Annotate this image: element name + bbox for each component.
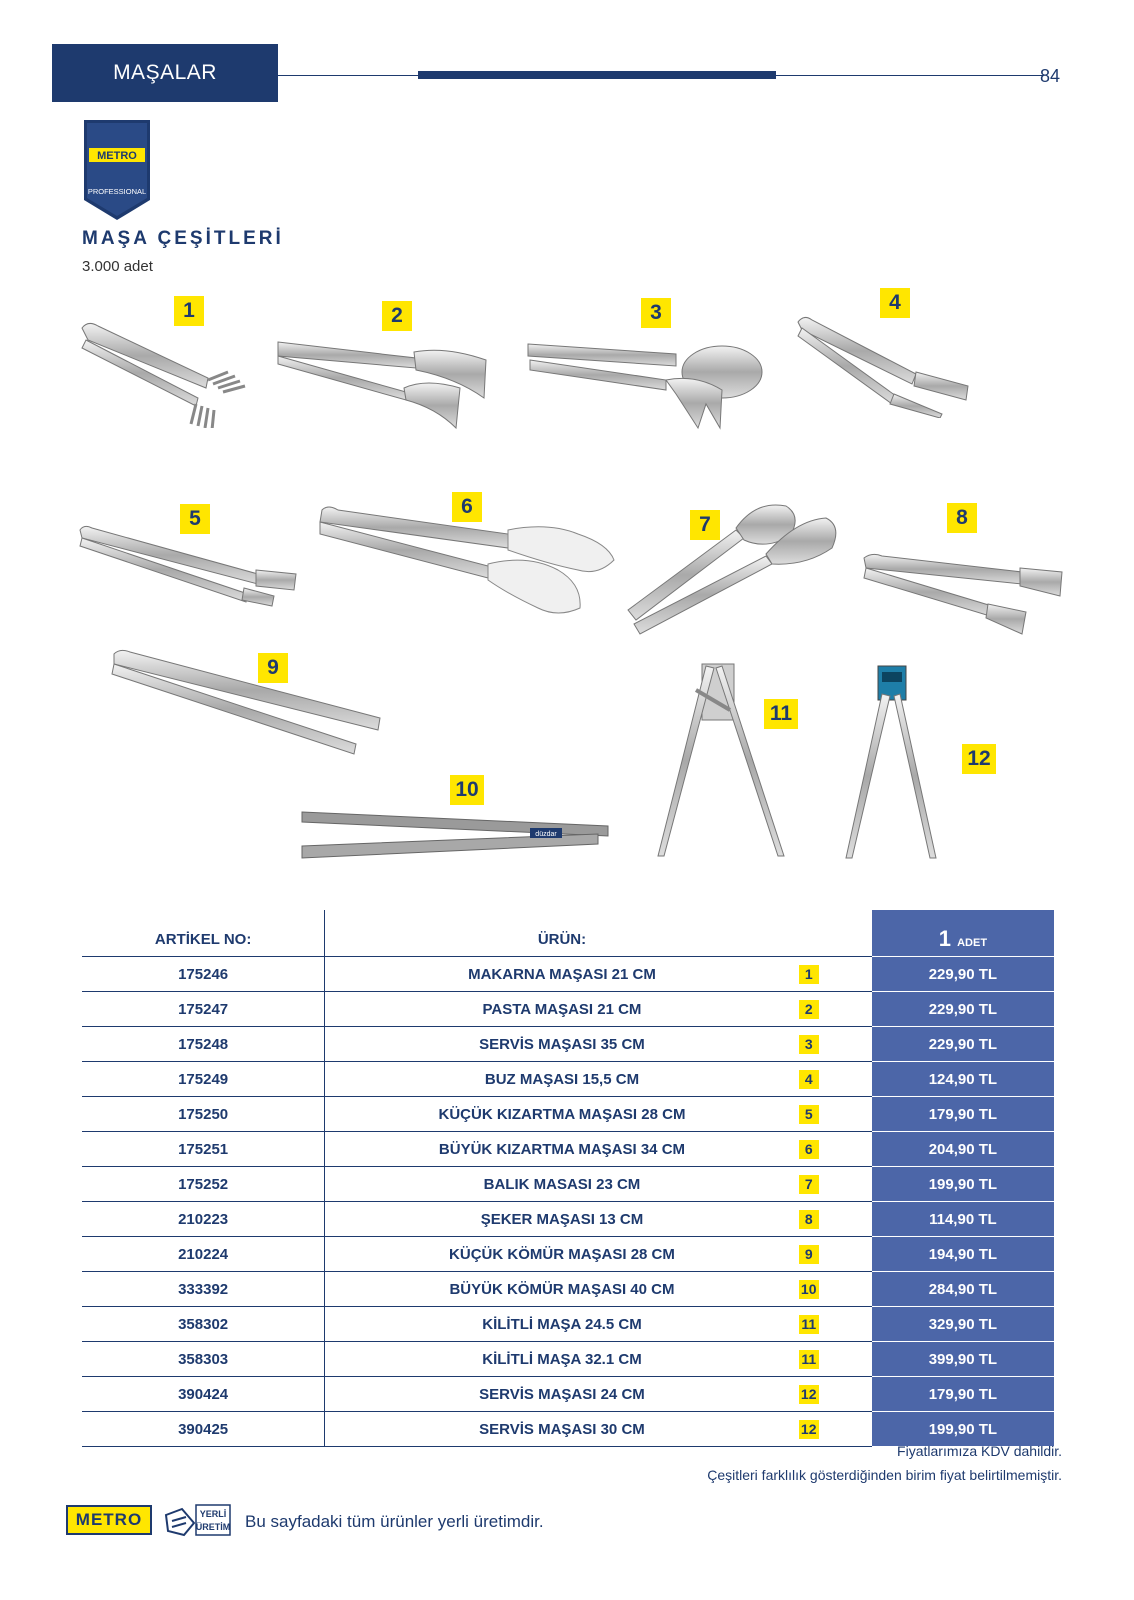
row-article: 175247 xyxy=(82,992,325,1027)
image-number-10: 10 xyxy=(450,775,484,805)
image-number-6: 6 xyxy=(452,492,482,522)
price-table xyxy=(82,910,1054,1447)
footer-text: Bu sayfadaki tüm ürünler yerli üretimdir. xyxy=(245,1512,544,1531)
row-number-cell xyxy=(799,1062,872,1097)
image-number-3: 3 xyxy=(641,298,671,328)
row-number-cell xyxy=(799,1027,872,1062)
row-article: 358302 xyxy=(82,1307,325,1342)
product-image-4 xyxy=(796,312,972,418)
row-image-number: 3 xyxy=(799,1035,819,1054)
row-product: MAKARNA MAŞASI 21 CM xyxy=(325,957,799,992)
row-product: PASTA MAŞASI 21 CM xyxy=(325,992,799,1027)
table-row xyxy=(82,1167,1054,1202)
product-image-12 xyxy=(842,664,942,860)
row-image-number: 5 xyxy=(799,1105,819,1124)
column-header-article: ARTİKEL NO: xyxy=(82,910,325,957)
row-price: 284,90 TL xyxy=(872,1272,1054,1307)
badge-brand: METRO xyxy=(97,150,137,162)
product-image-10 xyxy=(298,806,614,860)
row-product: SERVİS MAŞASI 30 CM xyxy=(325,1412,799,1447)
section-subtitle: 3.000 adet xyxy=(82,258,153,275)
image-number-4: 4 xyxy=(880,288,910,318)
row-product: BALIK MASASI 23 CM xyxy=(325,1167,799,1202)
row-product: KÜÇÜK KIZARTMA MAŞASI 28 CM xyxy=(325,1097,799,1132)
row-image-number: 12 xyxy=(799,1420,819,1439)
product-image-11 xyxy=(650,660,790,860)
row-article: 175252 xyxy=(82,1167,325,1202)
row-product: BÜYÜK KIZARTMA MAŞASI 34 CM xyxy=(325,1132,799,1167)
row-article: 175250 xyxy=(82,1097,325,1132)
product-image-2 xyxy=(276,338,490,430)
row-product: KİLİTLİ MAŞA 24.5 CM xyxy=(325,1307,799,1342)
footer-metro-logo: METRO xyxy=(66,1505,152,1535)
row-price: 114,90 TL xyxy=(872,1202,1054,1237)
row-number-cell xyxy=(799,1237,872,1272)
vat-note: Fiyatlarımıza KDV dahildir. xyxy=(897,1443,1062,1459)
row-number-cell xyxy=(799,1307,872,1342)
product-image-5 xyxy=(78,524,300,608)
row-article: 390424 xyxy=(82,1377,325,1412)
product-image-1 xyxy=(78,318,278,428)
row-image-number: 7 xyxy=(799,1175,819,1194)
row-product: SERVİS MAŞASI 24 CM xyxy=(325,1377,799,1412)
row-image-number: 4 xyxy=(799,1070,819,1089)
table-row xyxy=(82,1237,1054,1272)
product-image-3 xyxy=(526,324,764,432)
row-price: 399,90 TL xyxy=(872,1342,1054,1377)
row-article: 210223 xyxy=(82,1202,325,1237)
table-row xyxy=(82,957,1054,992)
price-unit: ADET xyxy=(957,937,988,949)
table-row xyxy=(82,1062,1054,1097)
image-number-1: 1 xyxy=(174,296,204,326)
table-row xyxy=(82,1272,1054,1307)
image-number-11: 11 xyxy=(764,699,798,729)
table-row xyxy=(82,1202,1054,1237)
image-number-7: 7 xyxy=(690,510,720,540)
row-price: 179,90 TL xyxy=(872,1097,1054,1132)
row-price: 229,90 TL xyxy=(872,1027,1054,1062)
section-header-title: MAŞALAR xyxy=(113,61,217,84)
row-number-cell xyxy=(799,1202,872,1237)
table-row xyxy=(82,992,1054,1027)
row-number-cell xyxy=(799,1272,872,1307)
row-product: SERVİS MAŞASI 35 CM xyxy=(325,1027,799,1062)
table-row xyxy=(82,1342,1054,1377)
image-number-9: 9 xyxy=(258,653,288,683)
column-header-price xyxy=(872,910,1054,957)
column-header-number xyxy=(799,910,872,957)
tong10-brand: düzdar xyxy=(535,831,557,838)
row-article: 175246 xyxy=(82,957,325,992)
row-image-number: 9 xyxy=(799,1245,819,1264)
table-row xyxy=(82,1132,1054,1167)
product-image-8 xyxy=(862,552,1066,638)
row-product: BÜYÜK KÖMÜR MAŞASI 40 CM xyxy=(325,1272,799,1307)
image-number-2: 2 xyxy=(382,301,412,331)
metro-professional-badge xyxy=(82,120,152,222)
row-article: 210224 xyxy=(82,1237,325,1272)
row-price: 229,90 TL xyxy=(872,957,1054,992)
row-image-number: 12 xyxy=(799,1385,819,1404)
yerli-line2: ÜRETİM xyxy=(195,1522,231,1532)
row-image-number: 11 xyxy=(799,1315,819,1334)
row-article: 175249 xyxy=(82,1062,325,1097)
header-accent-bar xyxy=(418,71,776,79)
row-article: 175248 xyxy=(82,1027,325,1062)
table-row xyxy=(82,1307,1054,1342)
row-price: 199,90 TL xyxy=(872,1412,1054,1447)
row-product: KÜÇÜK KÖMÜR MAŞASI 28 CM xyxy=(325,1237,799,1272)
badge-line: PROFESSIONAL xyxy=(87,187,147,196)
image-number-5: 5 xyxy=(180,504,210,534)
price-qty: 1 xyxy=(938,926,951,951)
row-article: 333392 xyxy=(82,1272,325,1307)
row-number-cell xyxy=(799,1412,872,1447)
row-image-number: 2 xyxy=(799,1000,819,1019)
table-header-row xyxy=(82,910,1054,957)
page-number: 84 xyxy=(1039,66,1060,86)
table-row xyxy=(82,1027,1054,1062)
image-number-8: 8 xyxy=(947,503,977,533)
row-price: 204,90 TL xyxy=(872,1132,1054,1167)
row-price: 124,90 TL xyxy=(872,1062,1054,1097)
table-row xyxy=(82,1097,1054,1132)
table-row xyxy=(82,1412,1054,1447)
image-number-12: 12 xyxy=(962,744,996,774)
yerli-line1: YERLİ xyxy=(199,1509,227,1519)
row-price: 329,90 TL xyxy=(872,1307,1054,1342)
row-product: ŞEKER MAŞASI 13 CM xyxy=(325,1202,799,1237)
row-number-cell xyxy=(799,957,872,992)
yerli-uretim-logo xyxy=(164,1503,232,1537)
row-price: 179,90 TL xyxy=(872,1377,1054,1412)
row-price: 194,90 TL xyxy=(872,1237,1054,1272)
product-image-9 xyxy=(110,648,386,758)
row-number-cell xyxy=(799,1167,872,1202)
row-number-cell xyxy=(799,1132,872,1167)
row-image-number: 10 xyxy=(799,1280,819,1299)
row-price: 199,90 TL xyxy=(872,1167,1054,1202)
row-image-number: 1 xyxy=(799,965,819,984)
section-header xyxy=(52,44,278,102)
row-image-number: 8 xyxy=(799,1210,819,1229)
column-header-product: ÜRÜN: xyxy=(325,910,799,957)
row-product: KİLİTLİ MAŞA 32.1 CM xyxy=(325,1342,799,1377)
row-number-cell xyxy=(799,1342,872,1377)
row-number-cell xyxy=(799,992,872,1027)
row-number-cell xyxy=(799,1097,872,1132)
row-image-number: 11 xyxy=(799,1350,819,1369)
row-article: 175251 xyxy=(82,1132,325,1167)
row-number-cell xyxy=(799,1377,872,1412)
product-image-7 xyxy=(626,500,842,642)
row-article: 358303 xyxy=(82,1342,325,1377)
row-image-number: 6 xyxy=(799,1140,819,1159)
row-product: BUZ MAŞASI 15,5 CM xyxy=(325,1062,799,1097)
unit-price-note: Çeşitleri farklılık gösterdiğinden birim fiyat belirtilmemiştir. xyxy=(707,1467,1062,1483)
row-price: 229,90 TL xyxy=(872,992,1054,1027)
table-row xyxy=(82,1377,1054,1412)
row-article: 390425 xyxy=(82,1412,325,1447)
section-title: MAŞA ÇEŞİTLERİ xyxy=(82,228,284,249)
